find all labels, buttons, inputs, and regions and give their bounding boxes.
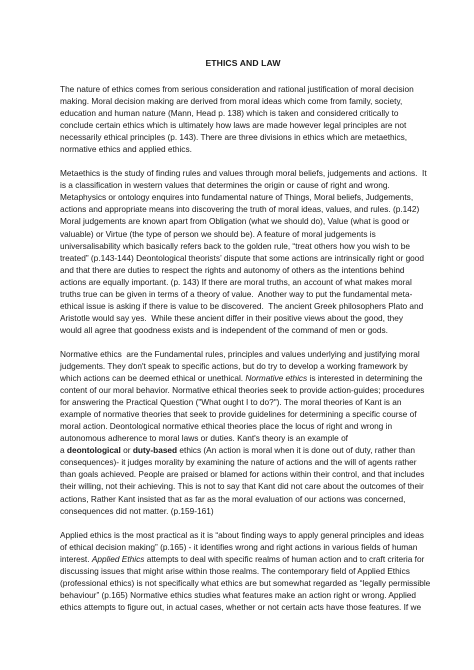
document-body: [60, 83, 431, 613]
text-fragment: is a classification in western values that determines the origin or cause of right and wrong.: [60, 180, 390, 191]
text-fragment: attempts to deal with specific realms of human action and to craft criteria for: [144, 553, 425, 564]
text-line: [60, 420, 426, 432]
text-line: [60, 553, 426, 565]
text-fragment: which actions can be deemed ethical or unethical.: [60, 373, 246, 384]
text-line: [60, 228, 426, 240]
text-fragment: moral action. Deontological normative ethical theories place the locus of right and wrong in: [60, 421, 393, 432]
text-fragment: (professional ethics) is not specifically what ethics are but somewhat regarded as “legally permissible: [60, 577, 431, 588]
text-line: [60, 191, 426, 203]
italic-text: Applied Ethics: [91, 553, 145, 564]
text-fragment: actions, Rather Kant insisted that as far as the moral evaluation of our actions was concerned,: [60, 493, 406, 504]
text-line: [60, 372, 426, 384]
document-title: ETHICS AND LAW: [205, 58, 281, 68]
text-line: [60, 215, 426, 227]
text-fragment: making. Moral decision making are derived from moral ideas which come from family, society,: [60, 96, 403, 107]
text-line: [60, 468, 426, 480]
text-fragment: Aristotle would say yes. While these ancient differ in their positive views about the good, they: [60, 312, 403, 323]
italic-text: Normative ethics: [245, 373, 308, 384]
text-line: [60, 264, 426, 276]
text-fragment: conclude certain ethics which is ultimately how laws are made however legal principles are not: [60, 120, 407, 131]
text-line: [60, 589, 426, 601]
text-fragment: necessarily ethical principles (p. 143). There are three divisions in ethics which are metaethics,: [60, 132, 408, 143]
text-line: [60, 95, 426, 107]
text-line: [60, 408, 426, 420]
text-line: [60, 505, 426, 517]
text-fragment: and that there are duties to respect the rights and autonomy of others as the intentions behind: [60, 264, 405, 275]
text-fragment: of ethical decision making” (p.165) - it identifies wrong and right actions in various fields of human: [60, 541, 418, 552]
text-line: [60, 203, 426, 215]
text-line: [60, 360, 426, 372]
text-fragment: consequences did not matter. (p.159-161): [60, 505, 214, 516]
text-fragment: treated” (p.143-144) Deontological theorists’ dispute that some actions are intrinsically right or good: [60, 252, 425, 263]
text-fragment: Applied ethics is the most practical as it is “about finding ways to apply general principles and ideas: [60, 529, 424, 540]
paragraph: [60, 167, 426, 336]
text-fragment: would all agree that goodness exists and is independent of the command of men or gods.: [60, 324, 388, 335]
text-fragment: example of normative theories that seek to provide guidelines for determining a specific course of: [60, 409, 417, 420]
text-fragment: or: [120, 445, 133, 456]
text-fragment: interest.: [60, 553, 92, 564]
text-line: [60, 300, 426, 312]
text-line: [60, 83, 426, 95]
text-fragment: Metaethics is the study of finding rules and values through moral beliefs, judgements and actions. It: [60, 168, 427, 179]
text-fragment: ethics attempts to figure out, in actual cases, whether or not certain acts have those features. If we: [60, 601, 422, 612]
text-fragment: judgements. They don't speak to specific actions, but do try to develop a working framework by: [60, 360, 408, 371]
paragraph: [60, 529, 431, 613]
text-line: [60, 577, 431, 589]
text-fragment: valuable) or Virtue (the type of person we should be). A feature of moral judgements is: [60, 228, 376, 239]
text-fragment: discussing issues that might arise within those realms. The contemporary field of Applied Ethics: [60, 565, 410, 576]
text-line: [60, 565, 426, 577]
paragraph: [60, 348, 426, 517]
text-line: [60, 143, 426, 155]
text-line: [60, 541, 426, 553]
text-fragment: behaviour” (p.165) Normative ethics studies what features make an action right or wrong. Applied: [60, 589, 417, 600]
text-fragment: ethical issue is asking if there is value to be discovered. The ancient Greek philosophers Plato and: [60, 300, 424, 311]
text-fragment: autonomous adherence to moral laws or duties. Kant's theory is an example of: [60, 433, 348, 444]
text-line: [60, 444, 426, 456]
text-fragment: than goals achieved. People are praised or blamed for actions within their control, and that includes: [60, 469, 425, 480]
text-line: [60, 456, 426, 468]
text-line: [60, 240, 426, 252]
text-fragment: universalisability which basically refers back to the golden rule, “treat others how you wish to be: [60, 240, 411, 251]
text-line: [60, 529, 426, 541]
text-fragment: content of our moral behavior. Normative ethical theories seek to provide action-guides; procedures: [60, 385, 425, 396]
text-line: [60, 348, 426, 360]
text-fragment: Moral judgements are known apart from Obligation (what we should do), Value (what is good or: [60, 216, 410, 227]
bold-text: duty-based: [132, 445, 178, 456]
text-line: [60, 252, 426, 264]
paragraph: [60, 83, 426, 155]
text-line: [60, 384, 426, 396]
text-fragment: their willing, not their achieving. This is not to say that Kant did not care about the outcomes of their: [60, 481, 424, 492]
text-line: [60, 288, 426, 300]
text-fragment: is interested in determining the: [307, 373, 423, 384]
text-fragment: for answering the Practical Question ("What ought I to do?"). The moral theories of Kant is an: [60, 397, 402, 408]
text-line: [60, 396, 426, 408]
text-line: [60, 601, 426, 613]
text-fragment: The nature of ethics comes from serious consideration and rational justification of moral decision: [60, 84, 414, 94]
text-line: [60, 179, 426, 191]
text-fragment: truths true can be given in terms of a theory of value. Another way to put the fundamental meta-: [60, 288, 413, 299]
text-fragment: a: [60, 445, 67, 456]
text-fragment: education and human nature (Mann, Head p. 138) which is taken and considered critically to: [60, 108, 399, 119]
text-line: [60, 107, 426, 119]
text-fragment: consequences)- it judges morality by examining the nature of actions and the will of agents rather: [60, 457, 417, 468]
text-fragment: normative ethics and applied ethics.: [60, 144, 192, 155]
text-line: [60, 324, 426, 336]
text-fragment: actions are equally important. (p. 143) If there are moral truths, an account of what makes moral: [60, 276, 412, 287]
text-line: [60, 119, 426, 131]
text-fragment: actions and appropriate means into discovering the truth of moral ideas, values, and rules. (p.142): [60, 204, 420, 215]
text-fragment: ethics (An action is moral when it is done out of duty, rather than: [177, 445, 415, 456]
text-line: [60, 276, 426, 288]
text-line: [60, 312, 426, 324]
text-fragment: Normative ethics are the Fundamental rules, principles and values underlying and justifying moral: [60, 348, 420, 359]
text-fragment: Metaphysics or ontology enquires into fundamental nature of Things, Moral beliefs, Judgements,: [60, 192, 414, 203]
text-line: [60, 432, 426, 444]
bold-text: deontological: [66, 445, 121, 456]
text-line: [60, 167, 426, 179]
text-line: [60, 480, 426, 492]
text-line: [60, 131, 426, 143]
text-line: [60, 493, 426, 505]
